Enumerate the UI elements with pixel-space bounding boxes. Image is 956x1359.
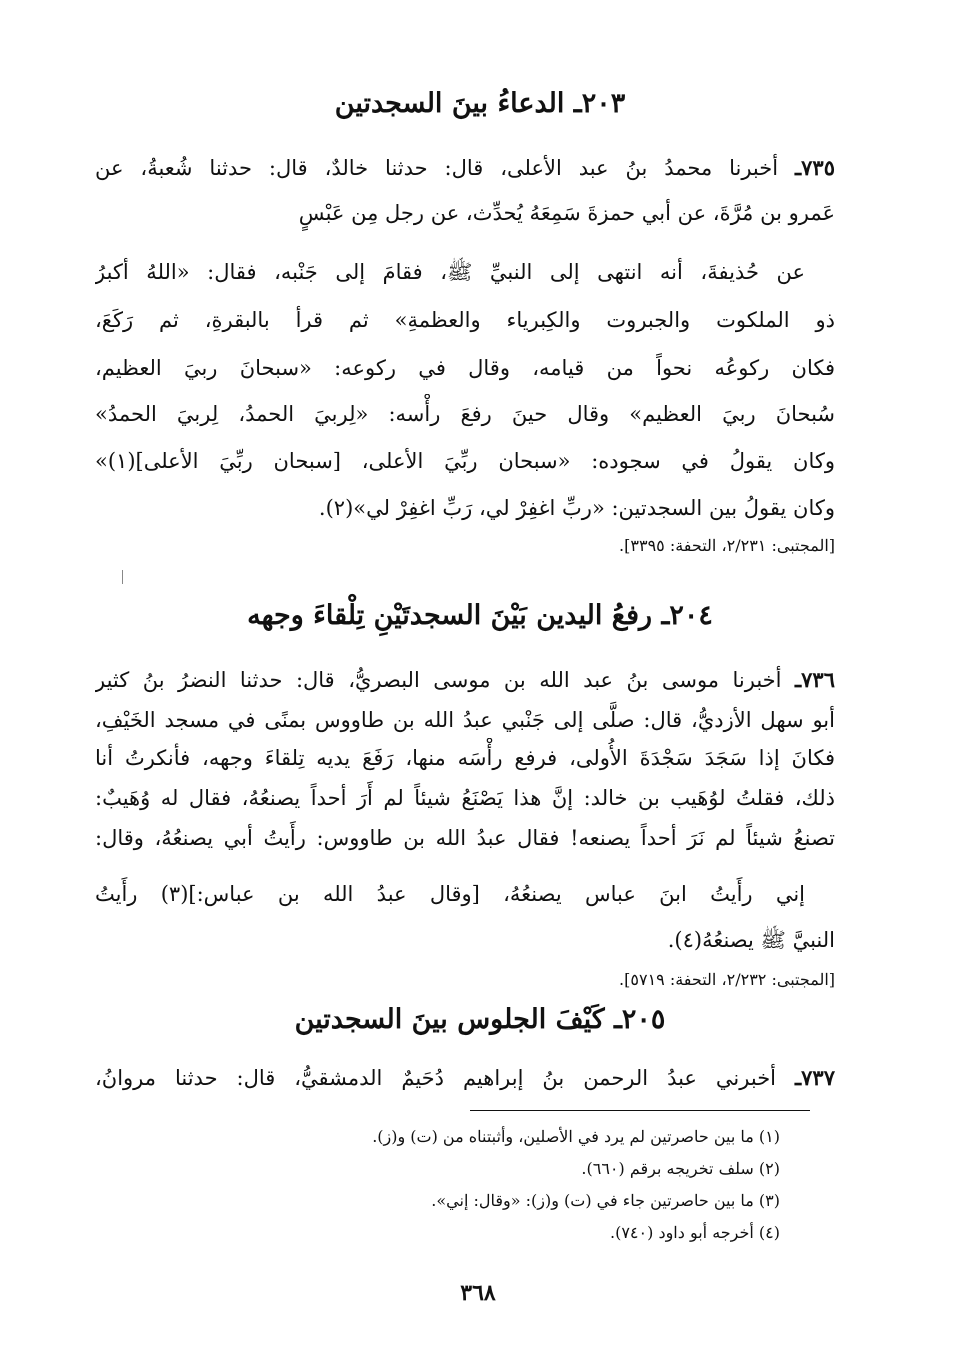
footnote-4: (٤) أخرجه أبو داود (٧٤٠). xyxy=(610,1223,780,1242)
hadith-735-line-5: فكان ركوعُه نحواً من قيامه، وقال في ركوعه: «سبحانَ ربيَ العظيم، xyxy=(95,356,835,380)
hadith-735-line-2: عَمرو بن مُرَّةَ، عن أبي حمزةَ سَمِعَهُ يُحدِّث، عن رجل مِن عَبْسٍ xyxy=(298,201,835,225)
hadith-736-line-1: ٧٣٦ـ أخبرنا موسى بنُ عبد الله بن موسى البصريُّ، قال: حدثنا النضرُ بنُ كثير xyxy=(95,667,835,692)
hadith-735-line-3: عن حُذيفةَ، أنه انتهى إلى النبيِّ ﷺ، فقامَ إلى جَنْبه، فقال: «اللهُ أكبرُ xyxy=(95,260,805,284)
hadith-736-line-3: فكانَ إذا سَجَدَ سَجْدَةَ الأُولى، فرفع رأْسَه منها، رَفَعَ يديه تِلقاءَ وجهه، فأنكرتُ أنا xyxy=(95,746,835,770)
hadith-735-line-1: ٧٣٥ـ أخبرنا محمدُ بنُ عبد الأعلى، قال: حدثنا خالدٌ، قال: حدثنا شُعبةُ، عن xyxy=(95,155,835,180)
footnote-separator xyxy=(470,1110,810,1111)
hadith-736-reference: [المجتبى: ٢/٢٣٢، التحفة: ٥٧١٩]. xyxy=(619,970,835,989)
section-heading-204: ٢٠٤ـ رفعُ اليدين بَيْنَ السجدتَيْنِ تِلْقاءَ وجهه xyxy=(247,600,713,631)
hadith-735-line-6: سُبحانَ ربيَ العظيم» وقال حينَ رفعَ رأْسه: «لِربيَ الحمدُ، لِربيَ الحمدُ» xyxy=(95,402,835,426)
hadith-735-line-8: وكان يقولُ بين السجدتين: «ربِّ اغفِرْ لي، رَبِّ اغفِرْ لي»(٢). xyxy=(318,496,835,520)
hadith-number-735: ٧٣٥ـ xyxy=(794,155,835,180)
footnote-1: (١) ما بين حاصرتين لم يرد في الأصلين، وأثبتناه من (ت) و(ز). xyxy=(372,1127,780,1146)
hadith-735-reference: [المجتبى: ٢/٢٣١، التحفة: ٣٣٩٥]. xyxy=(619,536,835,555)
hadith-736-line-6: إني رأَيتُ ابنَ عباس يصنعُهُ، [وقال عبدُ الله بن عباس:](٣) رأَيتُ xyxy=(95,882,805,906)
hadith-736-line-7: النبيَّ ﷺ يصنعُهُ(٤). xyxy=(667,928,835,952)
footnote-2: (٢) سلف تخريجه برقم (٦٦٠). xyxy=(581,1159,780,1178)
footnote-3: (٣) ما بين حاصرتين جاء في (ت) و(ز): «وقال: إني». xyxy=(431,1191,780,1210)
hadith-736-line-5: تصنعُ شيئاً لم نَرَ أحداً يصنعه! فقال عبدُ الله بن طاووس: رأَيتُ أبي يصنعُهُ، وقال: xyxy=(95,826,835,850)
hadith-number-737: ٧٣٧ـ xyxy=(794,1065,835,1090)
hadith-735-line-4: ذو الملكوت والجبروت والكِبرياء والعظمةِ» ثم قرأ بالبقرةِ، ثم رَكَعَ، xyxy=(95,308,835,332)
page-number: ٣٦٨ xyxy=(460,1280,496,1306)
hadith-737-line-1: ٧٣٧ـ أخبرني عبدُ الرحمن بنُ إبراهيم دُحَيمٌ الدمشقيُّ، قال: حدثنا مروانُ، xyxy=(95,1065,835,1090)
hadith-736-line-4: ذلك، فقلتُ لوُهَيب بن خالد: إنَّ هذا يَصْنَعُ شيئاً لم أَرَ أحداً يصنعُهُ، فقال له وُهَيبٌ: xyxy=(95,786,835,810)
hadith-736-line-2: أبو سهل الأزديُّ، قال: صلَّى إلى جَنْبي عبدُ الله بن طاووس بمنًى في مسجد الخَيْفِ، xyxy=(95,708,835,732)
hadith-number-736: ٧٣٦ـ xyxy=(795,667,835,692)
section-heading-205: ٢٠٥ـ كَيْفَ الجلوس بينَ السجدتين xyxy=(294,1004,666,1035)
section-heading-203: ٢٠٣ـ الدعاءُ بينَ السجدتين xyxy=(334,88,626,119)
hadith-735-line-7: وكان يقولُ في سجوده: «سبحان ربِّيَ الأعلى، [سبحان ربِّيَ الأعلى](١)» xyxy=(95,449,835,473)
margin-mark xyxy=(122,570,123,584)
